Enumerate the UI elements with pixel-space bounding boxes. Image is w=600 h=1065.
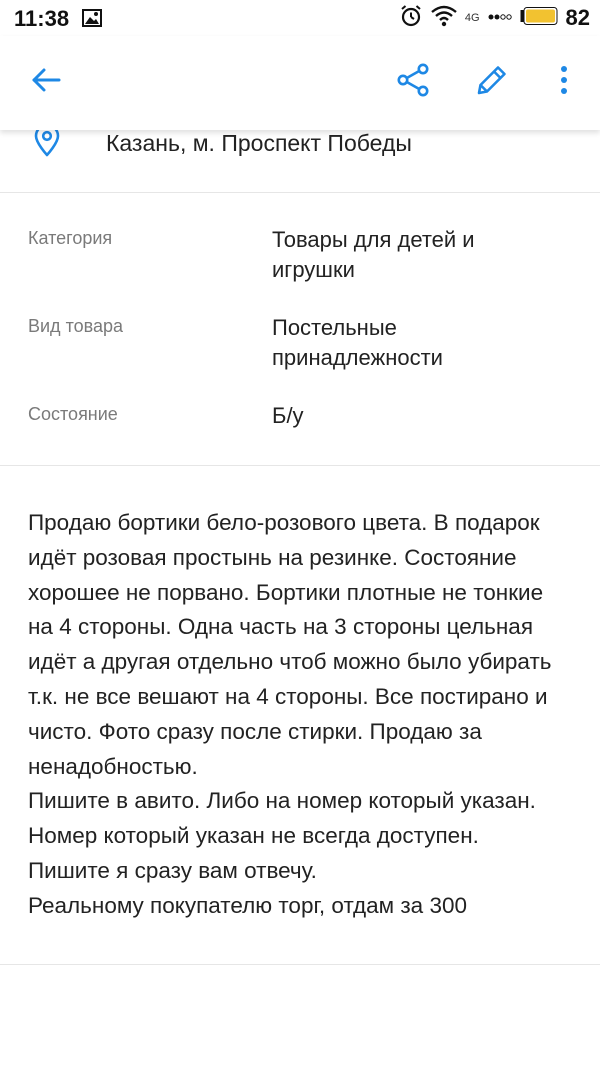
more-button[interactable]: [540, 58, 588, 106]
signal-icon: [488, 9, 512, 27]
param-label: Категория: [28, 228, 113, 248]
ad-content: [0, 130, 600, 965]
status-time: 11:38: [14, 6, 70, 31]
battery-percent: 82: [565, 5, 590, 30]
ad-parameters: [0, 193, 600, 466]
more-vert-icon: [559, 64, 569, 101]
location-text: Казань, м. Проспект Победы: [106, 130, 412, 156]
status-icons: [391, 5, 590, 31]
location-row[interactable]: [0, 130, 600, 193]
back-button[interactable]: [22, 58, 70, 106]
param-row-category: [0, 225, 600, 285]
app-toolbar: [0, 36, 600, 130]
edit-pencil-icon: [475, 63, 509, 102]
param-value: Б/у: [272, 403, 304, 428]
battery-icon: [520, 7, 558, 30]
description-paragraph: Пишите в авито. Либо на номер который указан.: [28, 788, 536, 814]
description-paragraph: Продаю бортики бело-розового цвета. В подарок идёт розовая простынь на резинке. Состояние хорошее не порвано. Бортики плотные не тонкие на 4 стороны. Одна часть на 3 стороны цельная идёт а другая отдельно чтоб можно было убирать т.к. не все вешают на 4 стороны. Все постирано и чисто. Фото сразу после стирки. Продаю за ненадобностью.: [28, 510, 552, 779]
status-bar: [0, 0, 600, 36]
param-row-condition: [0, 401, 600, 431]
alarm-icon: [399, 4, 423, 33]
param-value: Постельные принадлежности: [272, 315, 443, 370]
share-icon: [397, 63, 431, 102]
ad-description: [0, 466, 600, 965]
wifi-icon: [431, 5, 457, 32]
param-label: Состояние: [28, 404, 118, 424]
description-paragraph: Реальному покупателю торг, отдам за 300: [28, 892, 467, 918]
param-value: Товары для детей и игрушки: [272, 227, 475, 282]
param-row-item-type: [0, 313, 600, 373]
share-button[interactable]: [390, 58, 438, 106]
param-label: Вид товара: [28, 316, 124, 336]
image-notification-icon: [82, 9, 102, 27]
back-arrow-icon: [30, 64, 62, 101]
network-label: 4G: [464, 12, 480, 24]
description-paragraph: Номер который указан не всегда доступен.: [28, 823, 479, 849]
description-paragraph: Пишите я сразу вам отвечу.: [28, 857, 317, 883]
edit-button[interactable]: [468, 58, 516, 106]
